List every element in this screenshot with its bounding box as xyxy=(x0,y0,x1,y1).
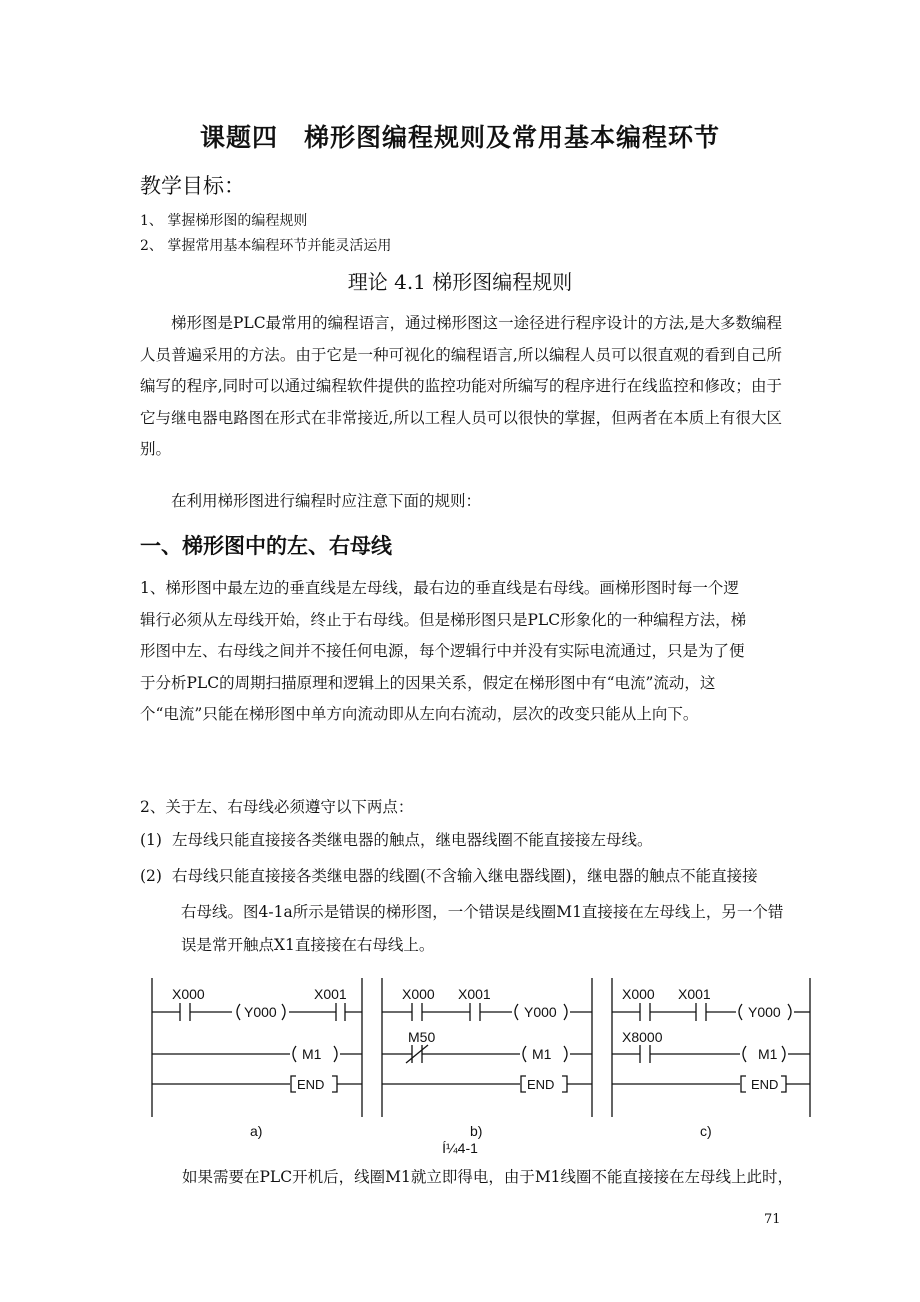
ladder-figure xyxy=(140,970,820,1140)
b-coil2-label: M1 xyxy=(532,1046,552,1062)
page-number: 71 xyxy=(764,1212,781,1227)
rule-2-item-2 xyxy=(140,860,786,893)
c-contact3-label: X8000 xyxy=(622,1029,663,1045)
c-coil2-label: M1 xyxy=(758,1046,778,1062)
rule-2-item-1-num: (1) xyxy=(140,831,162,849)
rule-2-item-2-num: (2) xyxy=(140,867,162,885)
a-contact2-label: X001 xyxy=(314,986,347,1002)
c-diagram-label: c) xyxy=(700,1123,712,1139)
goal-item-1: 1、 掌握梯形图的编程规则 xyxy=(140,213,308,229)
goals-heading: 教学目标： xyxy=(140,174,245,198)
rule-2-item-1-text: 左母线只能直接接各类继电器的触点，继电器线圈不能直接接左母线。 xyxy=(172,831,653,849)
figure-caption: Í¼4-1 xyxy=(442,1140,478,1156)
c-end-label: END xyxy=(751,1077,779,1092)
section-title: 理论 4.1 梯形图编程规则 xyxy=(347,270,573,294)
intro-paragraph-2: 在利用梯形图进行编程时应注意下面的规则： xyxy=(171,492,482,510)
heading-left-right-bus: 一、梯形图中的左、右母线 xyxy=(140,533,392,558)
a-coil1-label: Y000 xyxy=(244,1004,277,1020)
a-contact1-label: X000 xyxy=(172,986,205,1002)
rule-2-item-2-continued: 右母线。图4-1a所示是错误的梯形图，一个错误是线圈M1直接接在左母线上，另一个错误是常开触点X1直接接在右母线上。 xyxy=(181,903,784,954)
title-part1: 课题四 xyxy=(199,123,278,152)
b-contact1-label: X000 xyxy=(402,986,435,1002)
title-part2: 梯形图编程规则及常用基本编程环节 xyxy=(304,123,721,152)
goal-item-2: 2、 掌握常用基本编程环节并能灵活运用 xyxy=(140,238,392,254)
b-contact3-label: M50 xyxy=(408,1029,436,1045)
c-contact2-label: X001 xyxy=(678,986,711,1002)
closing-paragraph: 如果需要在PLC开机后，线圈M1就立即得电，由于M1线圈不能直接接在左母线上此时， xyxy=(182,1168,794,1186)
a-end-label: END xyxy=(297,1077,325,1092)
c-coil1-label: Y000 xyxy=(748,1004,781,1020)
b-diagram-label: b) xyxy=(470,1123,483,1139)
page-title xyxy=(0,118,920,154)
a-diagram-label: a) xyxy=(250,1123,263,1139)
c-contact1-label: X000 xyxy=(622,986,655,1002)
a-coil2-label: M1 xyxy=(302,1046,322,1062)
rule-2-intro: 2、关于左、右母线必须遵守以下两点： xyxy=(140,798,414,816)
intro-paragraph-1: 梯形图是PLC最常用的编程语言，通过梯形图这一途径进行程序设计的方法,是大多数编程人员普遍采用的方法。由于它是一种可视化的编程语言,所以编程人员可以很直观的看到自己所编写的程序,同时可以通过编程软件提供的监控功能对所编写的程序进行在线监控和修改；由于它与继电器电路图在形式在非常接近,所以工程人员可以很快的掌握，但两者在本质上有很大区别。 xyxy=(140,314,783,458)
b-end-label: END xyxy=(527,1077,555,1092)
b-contact2-label: X001 xyxy=(458,986,491,1002)
rule-2-item-2-text: 右母线只能直接接各类继电器的线圈(不含输入继电器线圈)，继电器的触点不能直接接 xyxy=(172,867,758,885)
b-coil1-label: Y000 xyxy=(524,1004,557,1020)
rule-1-paragraph: 1、梯形图中最左边的垂直线是左母线，最右边的垂直线是右母线。画梯形图时每一个逻辑行必须从左母线开始，终止于右母线。但是梯形图只是PLC形象化的一种编程方法，梯形图中左、右母线之间并不接任何电源，每个逻辑行中并没有实际电流通过，只是为了便于分析PLC的周期扫描原理和逻辑上的因果关系，假定在梯形图中有“电流”流动，这个“电流”只能在梯形图中单方向流动即从左向右流动，层次的改变只能从上向下。 xyxy=(140,579,747,723)
rule-2-item-1 xyxy=(140,824,786,857)
